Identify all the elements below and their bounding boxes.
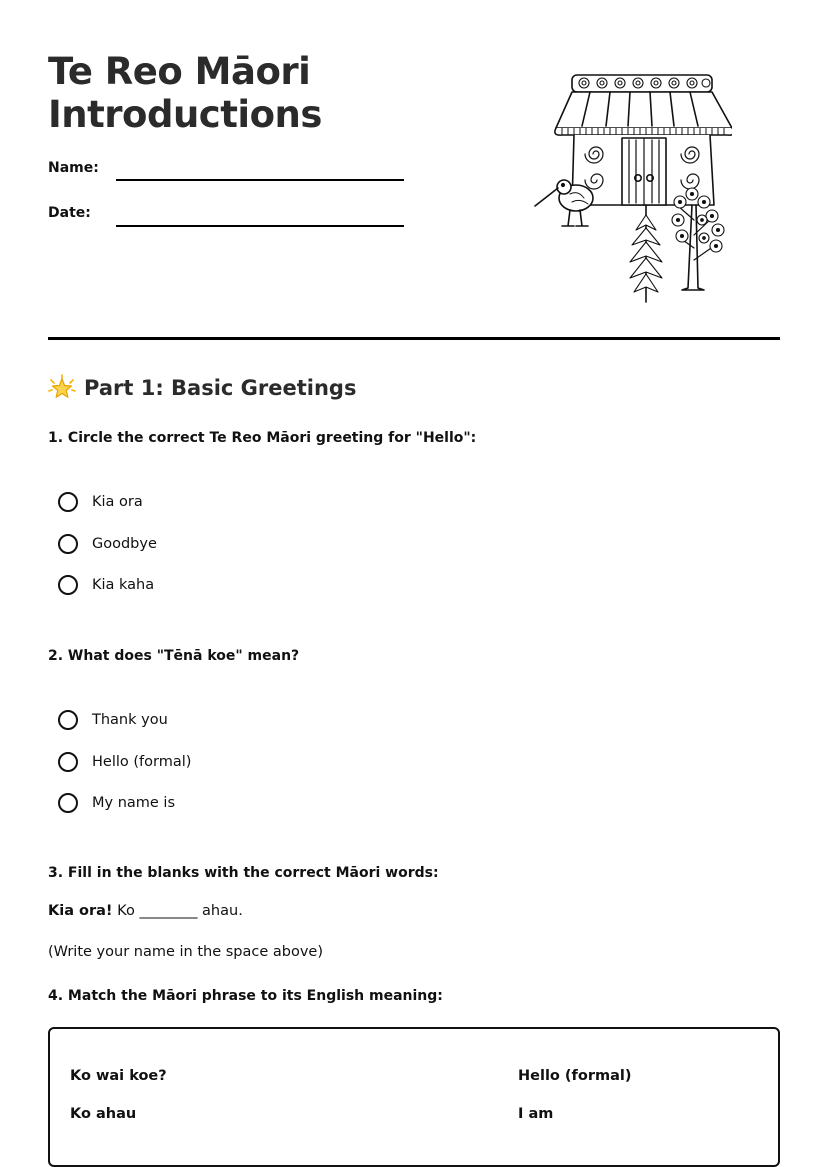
sentence-blank: Ko ________ ahau. <box>112 903 243 919</box>
sentence-greeting: Kia ora! <box>48 903 113 919</box>
q1-option-1[interactable] <box>58 492 143 512</box>
question-1-prompt: 1. Circle the correct Te Reo Māori greeting for "Hello": <box>48 430 477 446</box>
option-label: Thank you <box>92 712 168 728</box>
q1-option-3[interactable] <box>58 575 154 595</box>
question-3-prompt: 3. Fill in the blanks with the correct Māori words: <box>48 865 439 881</box>
q2-option-2[interactable] <box>58 752 191 772</box>
q2-option-1[interactable] <box>58 710 168 730</box>
option-label: Hello (formal) <box>92 754 192 770</box>
match-maori-2[interactable]: Ko ahau <box>70 1106 137 1122</box>
match-english-2[interactable]: I am <box>518 1106 554 1122</box>
radio-circle[interactable] <box>58 492 78 512</box>
section-heading <box>48 374 356 402</box>
title-line-2: Introductions <box>48 93 322 136</box>
fill-in-note: (Write your name in the space above) <box>48 944 323 960</box>
question-2-prompt: 2. What does "Tēnā koe" mean? <box>48 648 300 664</box>
q1-option-2[interactable] <box>58 534 157 554</box>
option-label: Kia kaha <box>92 577 155 593</box>
section-title: Part 1: Basic Greetings <box>84 376 357 400</box>
radio-circle[interactable] <box>58 752 78 772</box>
date-label: Date: <box>48 205 91 221</box>
option-label: Kia ora <box>92 494 143 510</box>
radio-circle[interactable] <box>58 575 78 595</box>
name-line[interactable] <box>116 179 404 181</box>
fill-in-sentence[interactable] <box>48 903 243 919</box>
q2-option-3[interactable] <box>58 793 175 813</box>
match-maori-1[interactable]: Ko wai koe? <box>70 1068 167 1084</box>
date-line[interactable] <box>116 225 404 227</box>
name-label: Name: <box>48 160 99 176</box>
star-icon <box>48 374 76 402</box>
radio-circle[interactable] <box>58 710 78 730</box>
radio-circle[interactable] <box>58 534 78 554</box>
page-title <box>48 50 322 136</box>
option-label: Goodbye <box>92 536 157 552</box>
wharenui-kiwi-illustration <box>532 70 732 305</box>
option-label: My name is <box>92 795 176 811</box>
question-4-prompt: 4. Match the Māori phrase to its English meaning: <box>48 988 443 1004</box>
match-english-1[interactable]: Hello (formal) <box>518 1068 632 1084</box>
radio-circle[interactable] <box>58 793 78 813</box>
section-divider <box>48 337 780 340</box>
title-line-1: Te Reo Māori <box>48 50 311 93</box>
matching-box <box>48 1027 780 1167</box>
